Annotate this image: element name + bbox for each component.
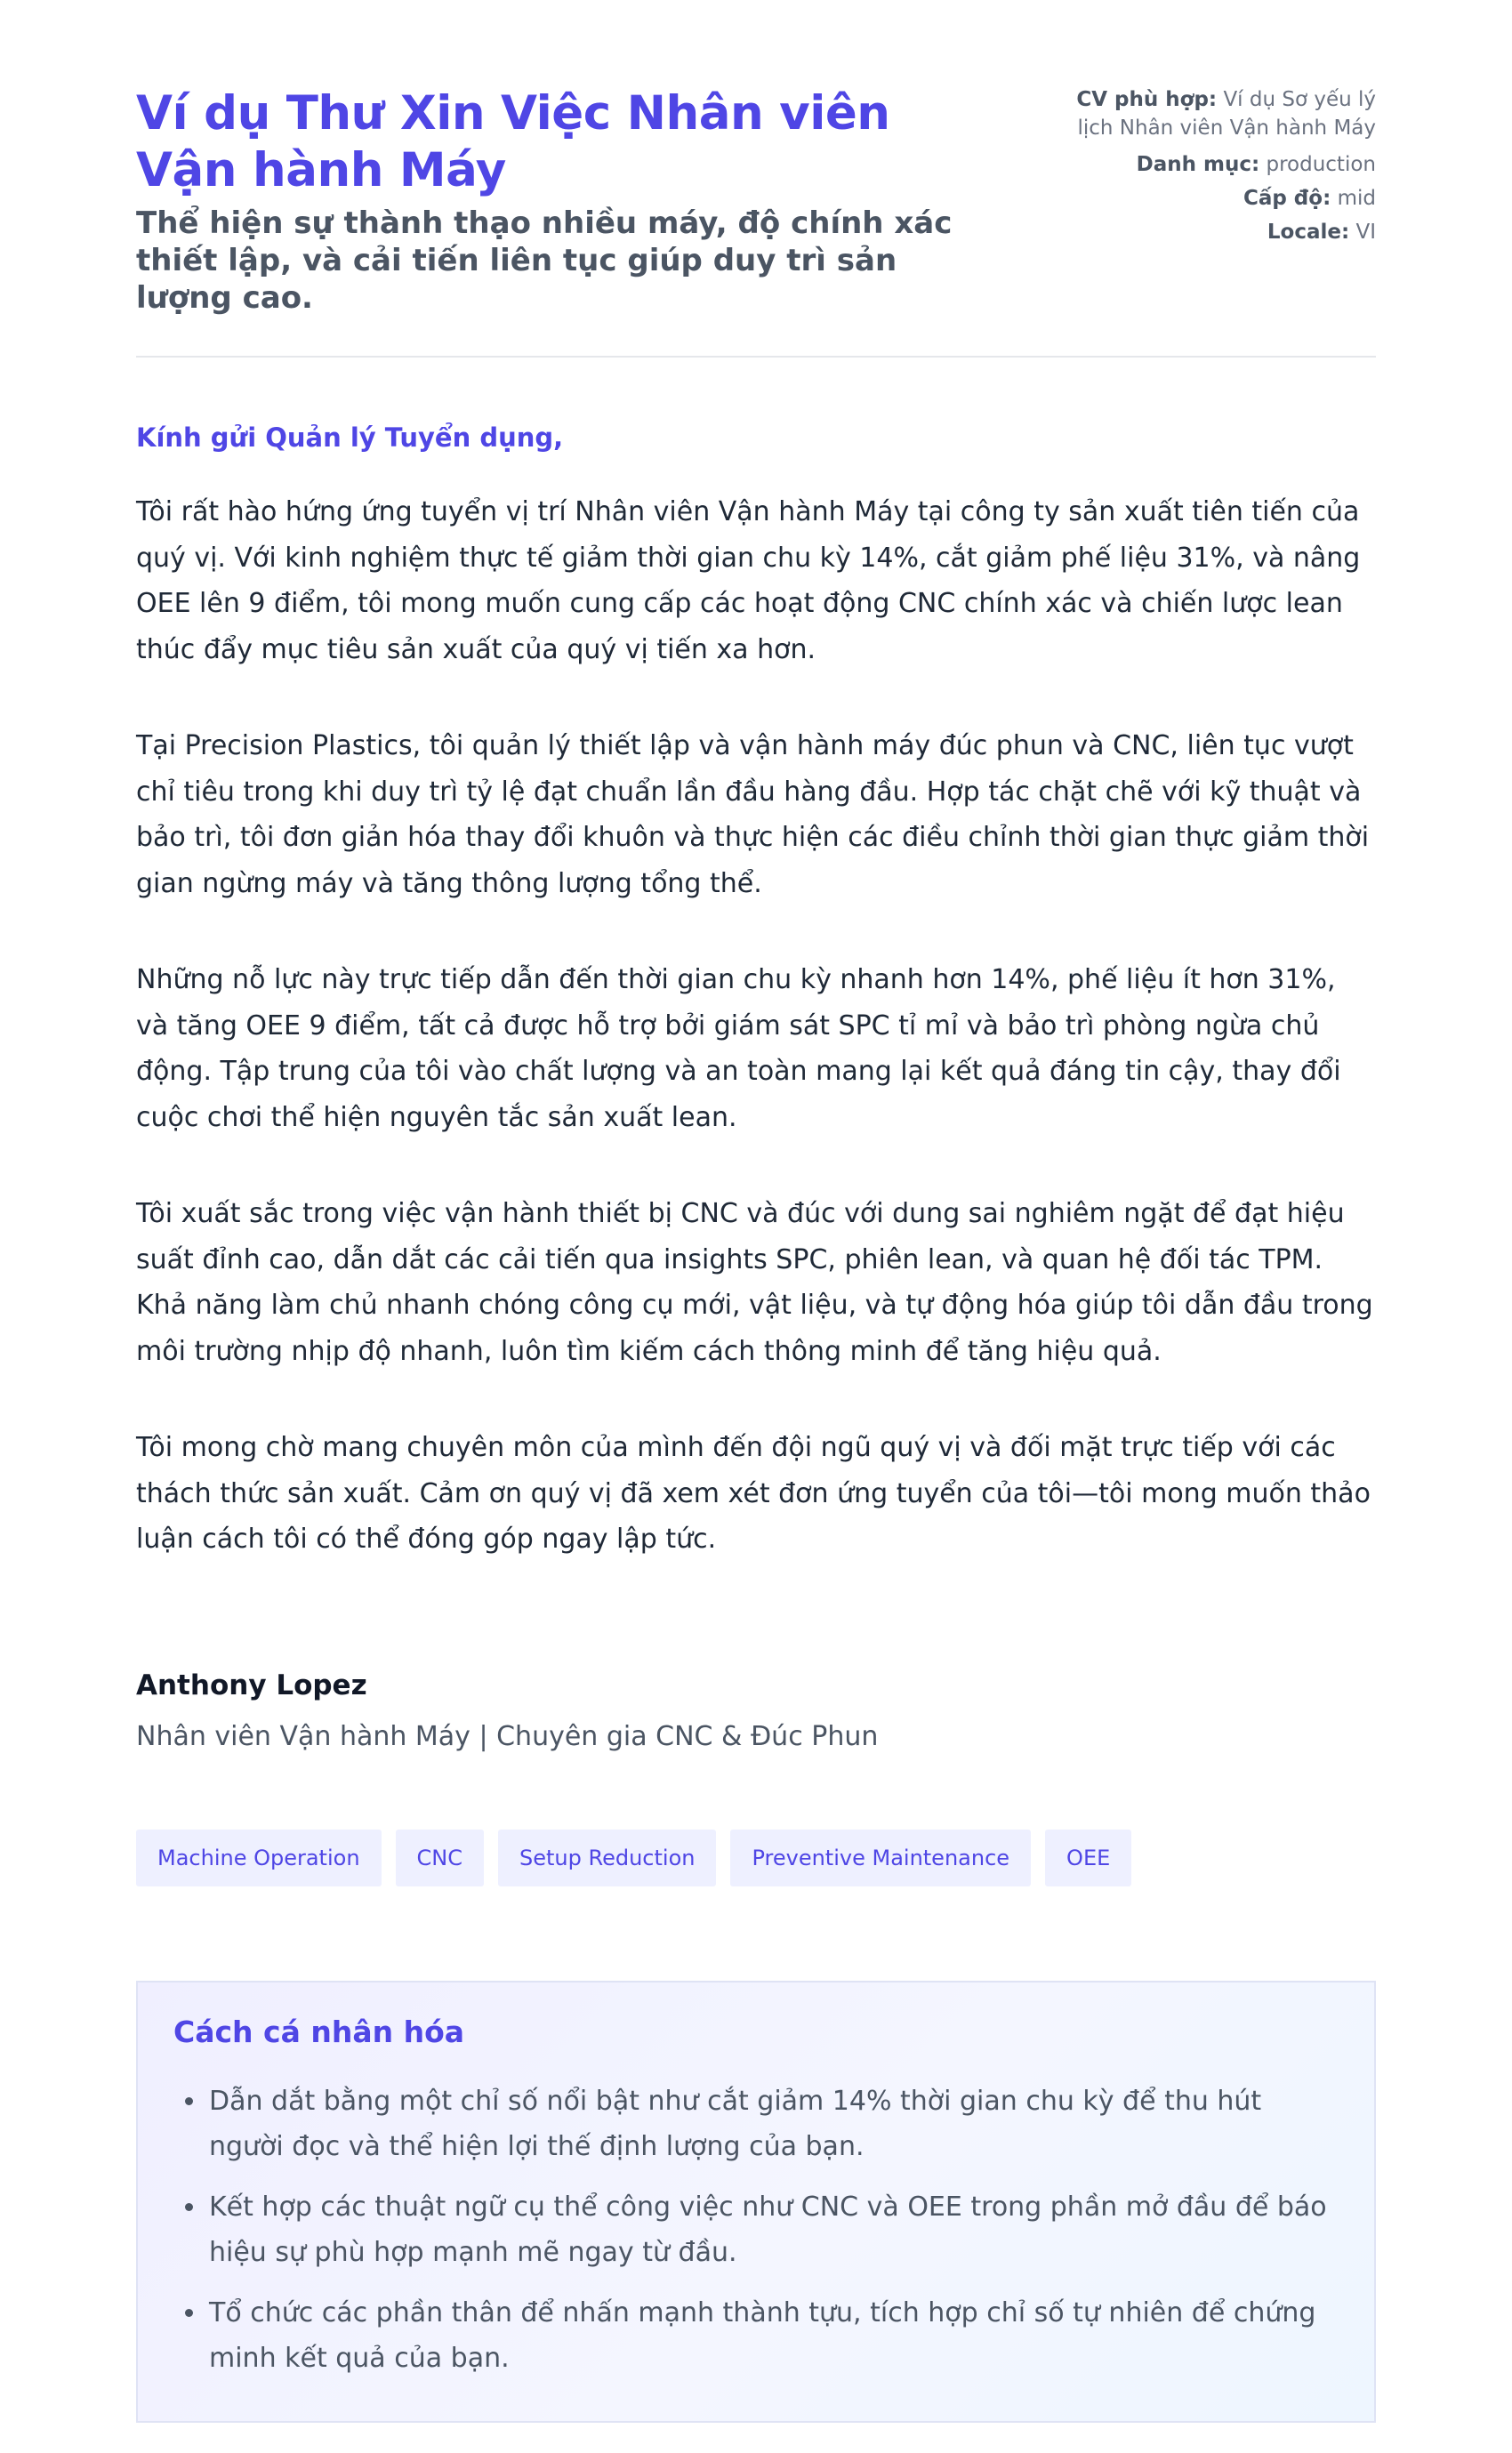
tip-item: • Kết hợp các thuật ngữ cụ thể công việc như CNC và OEE trong phần mở đầu để báo hiệu sự phù hợp mạnh mẽ ngay từ đầu.	[207, 2184, 1339, 2276]
meta-level	[1056, 181, 1376, 215]
signer-name: Anthony Lopez	[136, 1669, 367, 1701]
page-title: Ví dụ Thư Xin Việc Nhân viên Vận hành Máy	[136, 86, 890, 197]
meta-level-value: mid	[1337, 187, 1376, 210]
tips-title: Cách cá nhân hóa	[173, 2014, 465, 2049]
page-subtitle: Thể hiện sự thành thạo nhiều máy, độ chính xác thiết lập, và cải tiến liên tục giúp duy trì sản lượng cao.	[136, 205, 953, 316]
meta-category-value: production	[1266, 153, 1376, 176]
letter-body	[136, 420, 1376, 1563]
meta-cv	[1056, 85, 1376, 142]
personalization-tips	[136, 1981, 1376, 2423]
meta-level-label: Cấp độ:	[1243, 187, 1331, 210]
tip-item: • Tổ chức các phần thân để nhấn mạnh thành tựu, tích hợp chỉ số tự nhiên để chứng minh kết quả của bạn.	[207, 2290, 1339, 2382]
skill-tag: CNC	[396, 1830, 484, 1886]
salutation: Kính gửi Quản lý Tuyển dụng,	[136, 422, 564, 453]
meta-category-label: Danh mục:	[1136, 153, 1260, 176]
letter-paragraph: Những nỗ lực này trực tiếp dẫn đến thời gian chu kỳ nhanh hơn 14%, phế liệu ít hơn 31%, và tăng OEE 9 điểm, tất cả được hỗ trợ bởi giám sát SPC tỉ mỉ và bảo trì phòng ngừa chủ động. Tập trung của tôi vào chất lượng và an toàn mang lại kết quả đáng tin cậy, thay đổi cuộc chơi thể hiện nguyên tắc sản xuất lean.	[136, 964, 1341, 1133]
page-header	[136, 85, 1376, 358]
tip-item: • Dẫn dắt bằng một chỉ số nổi bật như cắt giảm 14% thời gian chu kỳ để thu hút người đọc và thể hiện lợi thế định lượng của bạn.	[207, 2079, 1339, 2170]
letter-paragraph: Tôi xuất sắc trong việc vận hành thiết bị CNC và đúc với dung sai nghiêm ngặt để đạt hiệu suất đỉnh cao, dẫn dắt các cải tiến qua insights SPC, phiên lean, và quan hệ đối tác TPM. Khả năng làm chủ nhanh chóng công cụ mới, vật liệu, và tự động hóa giúp tôi dẫn đầu trong môi trường nhịp độ nhanh, luôn tìm kiếm cách thông minh để tăng hiệu quả.	[136, 1198, 1373, 1367]
signer-role: Nhân viên Vận hành Máy | Chuyên gia CNC & Đúc Phun	[136, 1720, 879, 1752]
meta-cv-value: Ví dụ Sơ yếu lý lịch Nhân viên Vận hành Máy	[1077, 88, 1376, 140]
letter-paragraph: Tôi rất hào hứng ứng tuyển vị trí Nhân viên Vận hành Máy tại công ty sản xuất tiên tiến của quý vị. Với kinh nghiệm thực tế giảm thời gian chu kỳ 14%, cắt giảm phế liệu 31%, và nâng OEE lên 9 điểm, tôi mong muốn cung cấp các hoạt động CNC chính xác và chiến lược lean thúc đẩy mục tiêu sản xuất của quý vị tiến xa hơn.	[136, 496, 1361, 665]
skill-tag: OEE	[1045, 1830, 1131, 1886]
skill-tags	[136, 1830, 1376, 1886]
meta-locale-label: Locale:	[1267, 221, 1350, 244]
letter-paragraph: Tôi mong chờ mang chuyên môn của mình đến đội ngũ quý vị và đối mặt trực tiếp với các thách thức sản xuất. Cảm ơn quý vị đã xem xét đơn ứng tuyển của tôi—tôi mong muốn thảo luận cách tôi có thể đóng góp ngay lập tức.	[136, 1432, 1371, 1555]
skill-tag: Machine Operation	[136, 1830, 382, 1886]
tips-list	[173, 2079, 1339, 2382]
meta-cv-label: CV phù hợp:	[1076, 88, 1218, 111]
letter-paragraph: Tại Precision Plastics, tôi quản lý thiết lập và vận hành máy đúc phun và CNC, liên tục vượt chỉ tiêu trong khi duy trì tỷ lệ đạt chuẩn lần đầu hàng đầu. Hợp tác chặt chẽ với kỹ thuật và bảo trì, tôi đơn giản hóa thay đổi khuôn và thực hiện các điều chỉnh thời gian thực giảm thời gian ngừng máy và tăng thông lượng tổng thể.	[136, 730, 1370, 899]
skill-tag: Preventive Maintenance	[730, 1830, 1031, 1886]
meta-locale-value: VI	[1355, 221, 1376, 244]
header-titles	[136, 85, 954, 317]
meta-category	[1056, 148, 1376, 181]
meta-panel	[1056, 85, 1376, 249]
skill-tag: Setup Reduction	[498, 1830, 716, 1886]
meta-locale	[1056, 215, 1376, 249]
